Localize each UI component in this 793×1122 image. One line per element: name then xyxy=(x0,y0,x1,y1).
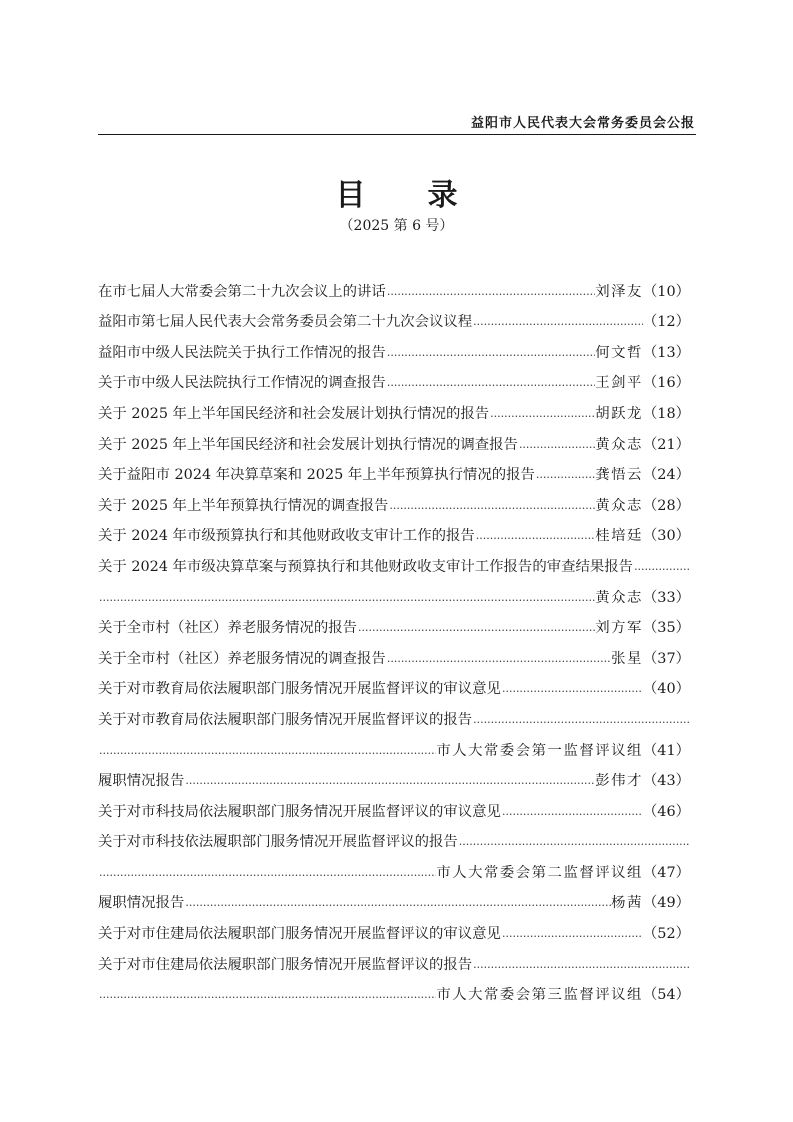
dot-leader xyxy=(633,558,690,576)
toc-entry-title: 关于 2025 年上半年国民经济和社会发展计划执行情况的调查报告 xyxy=(98,436,518,453)
toc-entry-author: 市人大常委会第二监督评议组 xyxy=(436,864,643,881)
toc-entry-author: 杨茜 xyxy=(611,895,643,912)
dot-leader xyxy=(472,711,690,729)
toc-entry-author: 市人大常委会第三监督评议组 xyxy=(436,987,643,1004)
dot-leader xyxy=(472,956,690,974)
toc-entry[interactable] xyxy=(98,423,690,454)
dot-leader xyxy=(501,803,643,821)
toc-entry[interactable] xyxy=(98,270,690,301)
toc-entry[interactable] xyxy=(98,484,690,515)
dot-leader xyxy=(472,313,643,331)
toc-entry-title: 益阳市中级人民法院关于执行工作情况的报告 xyxy=(98,344,386,361)
toc-entry-page: （12） xyxy=(642,314,690,331)
toc-entry-author: 王剑平 xyxy=(595,375,643,392)
toc-entry-title: 关于 2025 年上半年国民经济和社会发展计划执行情况的报告 xyxy=(98,405,490,422)
dot-leader xyxy=(386,374,595,392)
toc-entry-continuation[interactable] xyxy=(98,851,690,882)
toc-entry-author: 市人大常委会第一监督评议组 xyxy=(436,742,643,759)
toc-entry[interactable] xyxy=(98,392,690,423)
toc-entry-author: 何文哲 xyxy=(595,344,643,361)
toc-entry-page: （24） xyxy=(642,467,690,484)
dot-leader xyxy=(501,925,643,943)
dot-leader xyxy=(98,742,436,760)
dot-leader xyxy=(518,436,595,454)
toc-entry-page: （10） xyxy=(642,283,690,300)
toc-entry-author: 彭伟才 xyxy=(595,773,643,790)
toc-entry-title: 关于 2024 年市级预算执行和其他财政收支审计工作的报告 xyxy=(98,528,475,545)
toc-entry-page: （46） xyxy=(642,803,690,820)
toc-entry[interactable] xyxy=(98,515,690,546)
toc-entry-author: 胡跃龙 xyxy=(595,405,643,422)
toc-heading xyxy=(0,170,793,214)
toc-entry[interactable] xyxy=(98,760,690,791)
toc-entry[interactable] xyxy=(98,912,690,943)
header-rule xyxy=(98,134,696,135)
toc-entry-page: （35） xyxy=(642,620,690,637)
toc-entry-page: （21） xyxy=(642,436,690,453)
toc-entry-author: 黄众志 xyxy=(595,589,643,606)
dot-leader xyxy=(98,589,595,607)
toc-entry-title: 关于 2024 年市级决算草案与预算执行和其他财政收支审计工作报告的审查结果报告 xyxy=(98,558,634,575)
toc-entry[interactable] xyxy=(98,882,690,913)
dot-leader xyxy=(388,497,595,515)
toc-entry-page: （16） xyxy=(642,375,690,392)
toc-entry-author: 桂培廷 xyxy=(595,528,643,545)
dot-leader xyxy=(357,619,595,637)
toc-entry-title: 关于对市住建局依法履职部门服务情况开展监督评议的报告 xyxy=(98,956,473,973)
dot-leader xyxy=(501,680,643,698)
publication-title: 益阳市人民代表大会常务委员会公报 xyxy=(470,116,695,131)
toc-entry-title: 关于对市教育局依法履职部门服务情况开展监督评议的报告 xyxy=(98,711,473,728)
toc-entry-author: 刘泽友 xyxy=(595,283,643,300)
toc-entry-page: （33） xyxy=(642,589,690,606)
toc-entry-author: 张星 xyxy=(611,650,643,667)
toc-entry-title: 在市七届人大常委会第二十九次会议上的讲话 xyxy=(98,283,386,300)
dot-leader xyxy=(489,405,595,423)
toc-entry-author: 黄众志 xyxy=(595,497,643,514)
dot-leader xyxy=(98,864,436,882)
toc-entry-title: 关于 2025 年上半年预算执行情况的调查报告 xyxy=(98,497,389,514)
toc-list xyxy=(98,270,690,1004)
toc-entry-title: 关于全市村（社区）养老服务情况的调查报告 xyxy=(98,650,386,667)
toc-entry[interactable] xyxy=(98,943,690,974)
toc-heading-char-2: 录 xyxy=(427,178,458,213)
toc-entry[interactable] xyxy=(98,698,690,729)
toc-entry-author: 黄众志 xyxy=(595,436,643,453)
toc-entry-title: 履职情况报告 xyxy=(98,895,185,912)
dot-leader xyxy=(386,283,595,301)
toc-entry-page: （18） xyxy=(642,405,690,422)
toc-entry-page: （13） xyxy=(642,344,690,361)
dot-leader xyxy=(98,986,436,1004)
toc-entry[interactable] xyxy=(98,637,690,668)
issue-number: （2025 第 6 号） xyxy=(339,218,454,234)
toc-entry[interactable] xyxy=(98,331,690,362)
dot-leader xyxy=(535,466,595,484)
dot-leader xyxy=(386,650,611,668)
toc-entry-author: 龚悟云 xyxy=(595,467,643,484)
toc-entry-title: 关于全市村（社区）养老服务情况的报告 xyxy=(98,620,358,637)
toc-entry-continuation[interactable] xyxy=(98,974,690,1005)
toc-entry-author: 刘方军 xyxy=(595,620,643,637)
toc-entry-title: 益阳市第七届人民代表大会常务委员会第二十九次会议议程 xyxy=(98,314,473,331)
toc-entry-page: （37） xyxy=(642,650,690,667)
dot-leader xyxy=(386,344,595,362)
toc-entry[interactable] xyxy=(98,362,690,393)
dot-leader xyxy=(184,772,595,790)
toc-entry-title: 关于对市科技依法履职部门服务情况开展监督评议的报告 xyxy=(98,834,458,851)
toc-entry-page: （49） xyxy=(642,895,690,912)
toc-entry-continuation[interactable] xyxy=(98,729,690,760)
toc-entry-page: （43） xyxy=(642,773,690,790)
toc-entry-page: （30） xyxy=(642,528,690,545)
toc-entry[interactable] xyxy=(98,668,690,699)
dot-leader xyxy=(184,894,611,912)
toc-entry-page: （28） xyxy=(642,497,690,514)
toc-entry[interactable] xyxy=(98,454,690,485)
toc-entry-page: （52） xyxy=(642,926,690,943)
toc-heading-char-1: 目 xyxy=(335,178,366,213)
toc-entry-page: （41） xyxy=(642,742,690,759)
dot-leader xyxy=(475,527,595,545)
toc-entry-title: 履职情况报告 xyxy=(98,773,185,790)
toc-entry[interactable] xyxy=(98,821,690,852)
toc-entry-page: （40） xyxy=(642,681,690,698)
toc-entry[interactable] xyxy=(98,301,690,332)
toc-entry-title: 关于对市教育局依法履职部门服务情况开展监督评议的审议意见 xyxy=(98,681,501,698)
toc-entry-continuation[interactable] xyxy=(98,576,690,607)
toc-entry-title: 关于益阳市 2024 年决算草案和 2025 年上半年预算执行情况的报告 xyxy=(98,467,535,484)
toc-entry-title: 关于对市科技局依法履职部门服务情况开展监督评议的审议意见 xyxy=(98,803,501,820)
toc-entry[interactable] xyxy=(98,545,690,576)
toc-entry[interactable] xyxy=(98,790,690,821)
toc-entry-page: （54） xyxy=(642,987,690,1004)
toc-entry-title: 关于市中级人民法院执行工作情况的调查报告 xyxy=(98,375,386,392)
toc-entry-title: 关于对市住建局依法履职部门服务情况开展监督评议的审议意见 xyxy=(98,926,501,943)
dot-leader xyxy=(458,833,690,851)
toc-entry-page: （47） xyxy=(642,864,690,881)
toc-entry[interactable] xyxy=(98,607,690,638)
